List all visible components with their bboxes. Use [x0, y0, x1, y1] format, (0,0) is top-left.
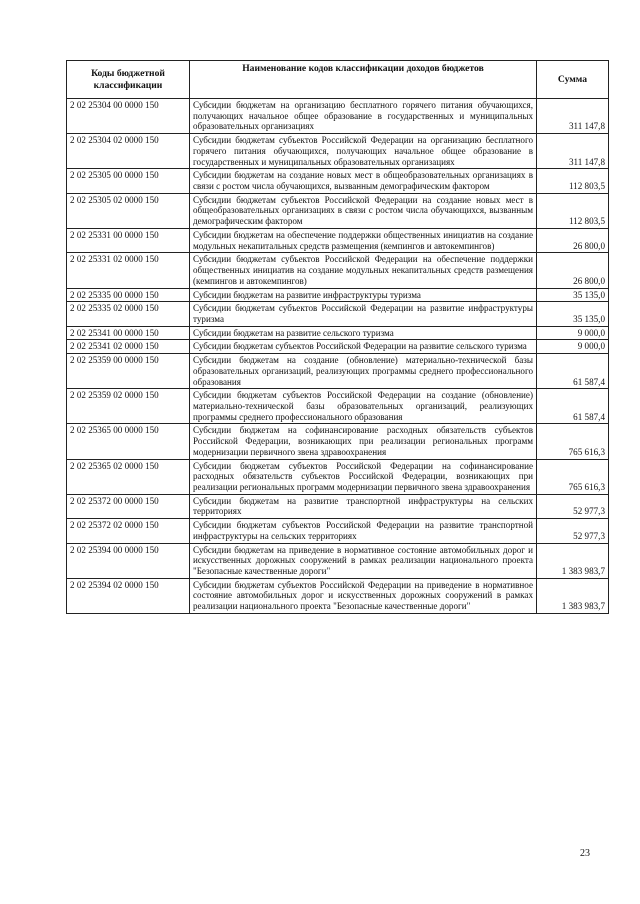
- table-row: [67, 134, 609, 169]
- table-row: [67, 228, 609, 252]
- amount-cell: 35 135,0: [537, 302, 609, 326]
- budget-code-cell: 2 02 25394 02 0000 150: [67, 578, 190, 613]
- budget-code-cell: 2 02 25372 02 0000 150: [67, 519, 190, 543]
- table-row: [67, 459, 609, 494]
- table-row: [67, 494, 609, 518]
- amount-cell: 26 800,0: [537, 253, 609, 288]
- amount-cell: 61 587,4: [537, 354, 609, 389]
- budget-code-cell: 2 02 25359 02 0000 150: [67, 389, 190, 424]
- table-row: [67, 193, 609, 228]
- budget-code-cell: 2 02 25305 02 0000 150: [67, 193, 190, 228]
- description-cell: Субсидии бюджетам субъектов Российской Федерации на развитие инфраструктуры туризма: [190, 302, 537, 326]
- budget-code-cell: 2 02 25359 00 0000 150: [67, 354, 190, 389]
- description-cell: Субсидии бюджетам субъектов Российской Федерации на развитие транспортной инфраструктуры на сельских территориях: [190, 519, 537, 543]
- table-row: [67, 326, 609, 340]
- table-row: [67, 288, 609, 302]
- description-cell: Субсидии бюджетам субъектов Российской Федерации на создание новых мест в общеобразовательных организациях в связи с ростом числа обучающихся, вызванным демографическим фактором: [190, 193, 537, 228]
- table-row: [67, 302, 609, 326]
- description-cell: Субсидии бюджетам субъектов Российской Федерации на обеспечение поддержки общественных инициатив на создание модульных некапитальных средств размещения (кемпингов и автокемпингов): [190, 253, 537, 288]
- budget-code-cell: 2 02 25372 00 0000 150: [67, 494, 190, 518]
- amount-cell: 765 616,3: [537, 459, 609, 494]
- table-row: [67, 519, 609, 543]
- table-row: [67, 578, 609, 613]
- table-row: [67, 389, 609, 424]
- amount-cell: 1 383 983,7: [537, 543, 609, 578]
- page-number: 23: [580, 848, 590, 859]
- budget-code-cell: 2 02 25365 02 0000 150: [67, 459, 190, 494]
- budget-code-cell: 2 02 25331 00 0000 150: [67, 228, 190, 252]
- description-cell: Субсидии бюджетам субъектов Российской Федерации на организацию бесплатного горячего питания обучающихся, получающих начальное общее образование в государственных и муниципальных образовательных организациях: [190, 134, 537, 169]
- amount-cell: 52 977,3: [537, 494, 609, 518]
- description-cell: Субсидии бюджетам на создание (обновление) материально-технической базы образовательных организаций, реализующих программы среднего профессионального образования: [190, 354, 537, 389]
- description-cell: Субсидии бюджетам на развитие инфраструктуры туризма: [190, 288, 537, 302]
- table-row: [67, 543, 609, 578]
- table-row: [67, 424, 609, 459]
- table-row: [67, 354, 609, 389]
- amount-cell: 1 383 983,7: [537, 578, 609, 613]
- description-cell: Субсидии бюджетам на софинансирование расходных обязательств субъектов Российской Федерации, возникающих при реализации региональных программ модернизации первичного звена здравоохранения: [190, 424, 537, 459]
- description-cell: Субсидии бюджетам на развитие сельского туризма: [190, 326, 537, 340]
- budget-code-cell: 2 02 25394 00 0000 150: [67, 543, 190, 578]
- amount-cell: 311 147,8: [537, 99, 609, 134]
- budget-code-cell: 2 02 25304 02 0000 150: [67, 134, 190, 169]
- description-cell: Субсидии бюджетам на обеспечение поддержки общественных инициатив на создание модульных некапитальных средств размещения (кемпингов и автокемпингов): [190, 228, 537, 252]
- budget-code-cell: 2 02 25341 00 0000 150: [67, 326, 190, 340]
- budget-code-cell: 2 02 25341 02 0000 150: [67, 340, 190, 354]
- amount-cell: 311 147,8: [537, 134, 609, 169]
- description-cell: Субсидии бюджетам субъектов Российской Федерации на приведение в нормативное состояние автомобильных дорог и искусственных дорожных сооружений в рамках реализации национального проекта "Безопасные качественные дороги": [190, 578, 537, 613]
- column-header-sum: Сумма: [537, 61, 609, 99]
- amount-cell: 61 587,4: [537, 389, 609, 424]
- description-cell: Субсидии бюджетам на приведение в нормативное состояние автомобильных дорог и искусственных дорожных сооружений в рамках реализации национального проекта "Безопасные качественные дороги": [190, 543, 537, 578]
- amount-cell: 52 977,3: [537, 519, 609, 543]
- table-header-row: [67, 61, 609, 99]
- description-cell: Субсидии бюджетам на организацию бесплатного горячего питания обучающихся, получающих начальное общее образование в государственных и муниципальных образовательных организациях: [190, 99, 537, 134]
- budget-code-cell: 2 02 25331 02 0000 150: [67, 253, 190, 288]
- amount-cell: 765 616,3: [537, 424, 609, 459]
- budget-code-cell: 2 02 25335 00 0000 150: [67, 288, 190, 302]
- amount-cell: 26 800,0: [537, 228, 609, 252]
- description-cell: Субсидии бюджетам субъектов Российской Федерации на создание (обновление) материально-технической базы образовательных организаций, реализующих программы среднего профессионального образования: [190, 389, 537, 424]
- amount-cell: 9 000,0: [537, 340, 609, 354]
- budget-code-cell: 2 02 25304 00 0000 150: [67, 99, 190, 134]
- budget-revenue-table: [66, 60, 609, 614]
- budget-code-cell: 2 02 25365 00 0000 150: [67, 424, 190, 459]
- budget-code-cell: 2 02 25335 02 0000 150: [67, 302, 190, 326]
- amount-cell: 112 803,5: [537, 169, 609, 193]
- amount-cell: 9 000,0: [537, 326, 609, 340]
- column-header-name: Наименование кодов классификации доходов бюджетов: [190, 61, 537, 99]
- description-cell: Субсидии бюджетам на развитие транспортной инфраструктуры на сельских территориях: [190, 494, 537, 518]
- table-row: [67, 99, 609, 134]
- table-row: [67, 340, 609, 354]
- amount-cell: 112 803,5: [537, 193, 609, 228]
- budget-code-cell: 2 02 25305 00 0000 150: [67, 169, 190, 193]
- table-row: [67, 169, 609, 193]
- description-cell: Субсидии бюджетам субъектов Российской Федерации на софинансирование расходных обязательств субъектов Российской Федерации, возникающих при реализации региональных программ модернизации первичного звена здравоохранения: [190, 459, 537, 494]
- table-row: [67, 253, 609, 288]
- description-cell: Субсидии бюджетам на создание новых мест в общеобразовательных организациях в связи с ростом числа обучающихся, вызванным демографическим фактором: [190, 169, 537, 193]
- description-cell: Субсидии бюджетам субъектов Российской Федерации на развитие сельского туризма: [190, 340, 537, 354]
- amount-cell: 35 135,0: [537, 288, 609, 302]
- column-header-code: Коды бюджетной классификации: [67, 61, 190, 99]
